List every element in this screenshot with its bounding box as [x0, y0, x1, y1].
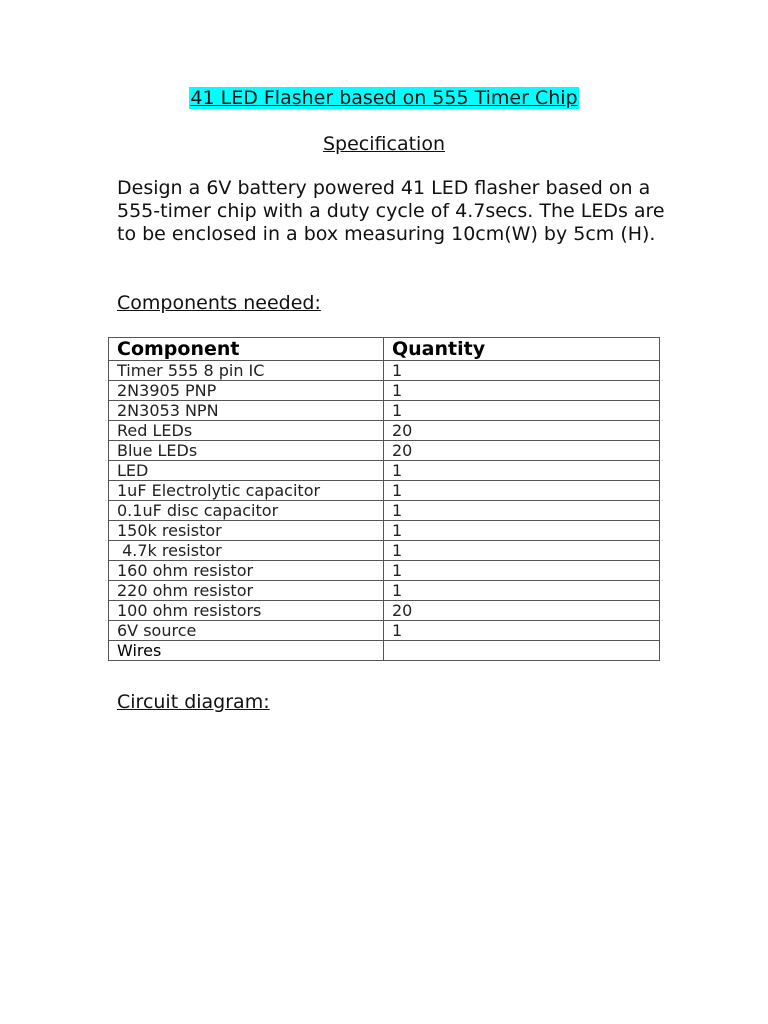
table-row: [109, 441, 660, 461]
quantity-cell: 20: [384, 601, 660, 621]
quantity-cell: 1: [384, 501, 660, 521]
components-heading: Components needed:: [117, 292, 321, 314]
component-cell: 4.7k resistor: [109, 541, 384, 561]
column-header-component: Component: [109, 338, 384, 361]
quantity-cell: 1: [384, 621, 660, 641]
quantity-cell: 1: [384, 521, 660, 541]
table-row: [109, 561, 660, 581]
component-cell: 150k resistor: [109, 521, 384, 541]
component-cell: 0.1uF disc capacitor: [109, 501, 384, 521]
quantity-cell: 1: [384, 381, 660, 401]
quantity-cell: 1: [384, 581, 660, 601]
specification-heading: Specification: [323, 133, 445, 155]
component-cell: Wires: [109, 641, 384, 661]
component-cell: 100 ohm resistors: [109, 601, 384, 621]
quantity-cell: 20: [384, 441, 660, 461]
component-cell: 220 ohm resistor: [109, 581, 384, 601]
quantity-cell: [384, 641, 660, 661]
document-title-text: 41 LED Flasher based on 555 Timer Chip: [190, 87, 578, 109]
document-title: [0, 86, 768, 110]
quantity-cell: 1: [384, 401, 660, 421]
component-cell: LED: [109, 461, 384, 481]
table-row: [109, 401, 660, 421]
table-row: [109, 501, 660, 521]
table-row: [109, 541, 660, 561]
component-cell: 2N3905 PNP: [109, 381, 384, 401]
table-row: [109, 641, 660, 661]
table-row: [109, 461, 660, 481]
specification-description: Design a 6V battery powered 41 LED flasher based on a 555-timer chip with a duty cycle of 4.7secs. The LEDs are to be enclosed in a box measuring 10cm(W) by 5cm (H).: [117, 177, 665, 245]
component-cell: 1uF Electrolytic capacitor: [109, 481, 384, 501]
circuit-diagram-heading: Circuit diagram:: [117, 691, 270, 713]
table-row: [109, 481, 660, 501]
table-row: [109, 601, 660, 621]
component-cell: Red LEDs: [109, 421, 384, 441]
table-row: [109, 521, 660, 541]
table-row: [109, 621, 660, 641]
quantity-cell: 1: [384, 541, 660, 561]
quantity-cell: 1: [384, 561, 660, 581]
component-cell: 160 ohm resistor: [109, 561, 384, 581]
quantity-cell: 1: [384, 461, 660, 481]
table-row: [109, 581, 660, 601]
table-header-row: [109, 338, 660, 361]
quantity-cell: 20: [384, 421, 660, 441]
column-header-quantity: Quantity: [384, 338, 660, 361]
table-row: [109, 421, 660, 441]
component-cell: 6V source: [109, 621, 384, 641]
quantity-cell: 1: [384, 361, 660, 381]
component-cell: Blue LEDs: [109, 441, 384, 461]
component-cell: 2N3053 NPN: [109, 401, 384, 421]
table-row: [109, 381, 660, 401]
component-cell: Timer 555 8 pin IC: [109, 361, 384, 381]
components-table: [108, 337, 660, 661]
table-row: [109, 361, 660, 381]
quantity-cell: 1: [384, 481, 660, 501]
